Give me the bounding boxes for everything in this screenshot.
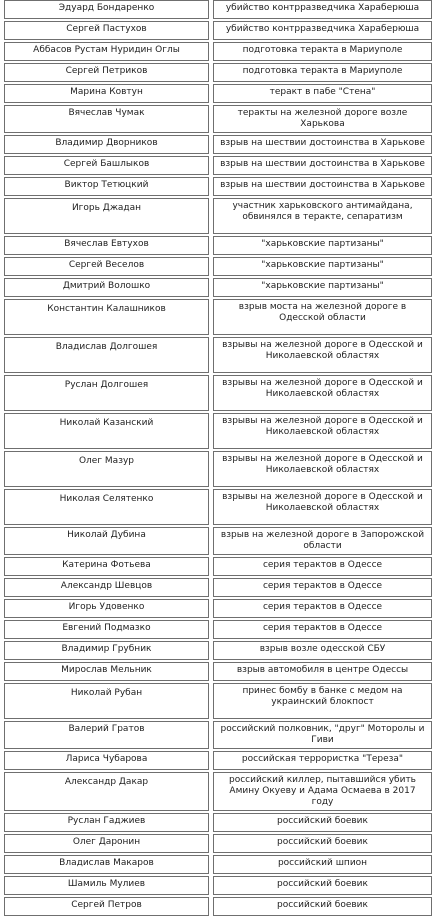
charge-description-cell: взрывы на железной дороге в Одесской и Николаевской областях (213, 451, 432, 487)
person-name-cell: Игорь Удовенко (4, 599, 209, 618)
table-row (4, 683, 432, 719)
person-name-cell: Марина Ковтун (4, 84, 209, 103)
table-row (4, 527, 432, 555)
table-row (4, 135, 432, 154)
charge-description-cell: серия терактов в Одессе (213, 620, 432, 639)
table-row (4, 177, 432, 196)
charge-description-cell: серия терактов в Одессе (213, 599, 432, 618)
person-name-cell: Дмитрий Волошко (4, 278, 209, 297)
charge-description-cell: взрывы на железной дороге в Одесской и Николаевской областях (213, 375, 432, 411)
table-row (4, 772, 432, 811)
table-row (4, 834, 432, 853)
charge-description-cell: российский киллер, пытавшийся убить Амину Окуеву и Адама Осмаева в 2017 году (213, 772, 432, 811)
person-name-cell: Валерий Гратов (4, 721, 209, 749)
charge-description-cell: взрыв возле одесской СБУ (213, 641, 432, 660)
person-name-cell: Руслан Гаджиев (4, 813, 209, 832)
table-row (4, 813, 432, 832)
table-row (4, 451, 432, 487)
person-name-cell: Мирослав Мельник (4, 662, 209, 681)
person-name-cell: Сергей Петров (4, 897, 209, 916)
charge-description-cell: "харьковские партизаны" (213, 236, 432, 255)
person-name-cell: Константин Калашников (4, 299, 209, 335)
table-row (4, 413, 432, 449)
person-name-cell: Руслан Долгошея (4, 375, 209, 411)
charge-description-cell: взрывы на железной дороге в Одесской и Николаевской областях (213, 413, 432, 449)
charge-description-cell: серия терактов в Одессе (213, 557, 432, 576)
person-name-cell: Катерина Фотьева (4, 557, 209, 576)
table-row (4, 375, 432, 411)
table-row (4, 599, 432, 618)
person-name-cell: Сергей Петриков (4, 63, 209, 82)
table-row (4, 641, 432, 660)
table-row (4, 662, 432, 681)
charge-description-cell: серия терактов в Одессе (213, 578, 432, 597)
charge-description-cell: российский полковник, "друг" Моторолы и Гиви (213, 721, 432, 749)
charge-description-cell: участник харьковского антимайдана, обвинялся в теракте, сепаратизм (213, 198, 432, 234)
person-name-cell: Евгений Подмазко (4, 620, 209, 639)
person-name-cell: Сергей Пастухов (4, 21, 209, 40)
table-row (4, 63, 432, 82)
charge-description-cell: "харьковские партизаны" (213, 257, 432, 276)
person-name-cell: Вячеслав Евтухов (4, 236, 209, 255)
table-row (4, 257, 432, 276)
table-row (4, 236, 432, 255)
person-name-cell: Николай Рубан (4, 683, 209, 719)
charge-description-cell: российский шпион (213, 855, 432, 874)
charge-description-cell: российский боевик (213, 834, 432, 853)
person-name-cell: Александр Шевцов (4, 578, 209, 597)
table-row (4, 557, 432, 576)
charge-description-cell: взрывы на железной дороге в Одесской и Николаевской областях (213, 337, 432, 373)
charge-description-cell: взрыв автомобиля в центре Одессы (213, 662, 432, 681)
charge-description-cell: взрыв на шествии достоинства в Харькове (213, 135, 432, 154)
charge-description-cell: теракты на железной дороге возле Харькова (213, 105, 432, 133)
table-row (4, 105, 432, 133)
person-name-cell: Сергей Веселов (4, 257, 209, 276)
person-name-cell: Аббасов Рустам Нуридин Оглы (4, 42, 209, 61)
person-name-cell: Вячеслав Чумак (4, 105, 209, 133)
charge-description-cell: российский боевик (213, 876, 432, 895)
charge-description-cell: подготовка теракта в Мариуполе (213, 42, 432, 61)
person-name-cell: Игорь Джадан (4, 198, 209, 234)
table-row (4, 21, 432, 40)
person-name-cell: Владислав Долгошея (4, 337, 209, 373)
charge-description-cell: взрыв на шествии достоинства в Харькове (213, 156, 432, 175)
charge-description-cell: российский боевик (213, 813, 432, 832)
table-row (4, 42, 432, 61)
person-name-cell: Владимир Дворников (4, 135, 209, 154)
person-name-cell: Николай Дубина (4, 527, 209, 555)
person-name-cell: Владислав Макаров (4, 855, 209, 874)
person-name-cell: Эдуард Бондаренко (4, 0, 209, 19)
table-row (4, 84, 432, 103)
table-row (4, 876, 432, 895)
person-name-cell: Александр Дакар (4, 772, 209, 811)
charge-description-cell: "харьковские партизаны" (213, 278, 432, 297)
charge-description-cell: российский боевик (213, 897, 432, 916)
charge-description-cell: подготовка теракта в Мариуполе (213, 63, 432, 82)
charge-description-cell: взрыв на железной дороге в Запорожской области (213, 527, 432, 555)
person-name-cell: Виктор Тетюцкий (4, 177, 209, 196)
table-row (4, 156, 432, 175)
charge-description-cell: взрывы на железной дороге в Одесской и Николаевской областях (213, 489, 432, 525)
person-name-cell: Владимир Грубник (4, 641, 209, 660)
person-name-cell: Сергей Башлыков (4, 156, 209, 175)
person-name-cell: Олег Даронин (4, 834, 209, 853)
table-row (4, 855, 432, 874)
table-row (4, 721, 432, 749)
table-row (4, 578, 432, 597)
table-row (4, 751, 432, 770)
table-row (4, 337, 432, 373)
charge-description-cell: принес бомбу в банке с медом на украинский блокпост (213, 683, 432, 719)
charge-description-cell: взрыв моста на железной дороге в Одесской области (213, 299, 432, 335)
charge-description-cell: теракт в пабе "Стена" (213, 84, 432, 103)
person-name-cell: Лариса Чубарова (4, 751, 209, 770)
person-name-cell: Николай Казанский (4, 413, 209, 449)
table-row (4, 198, 432, 234)
charge-description-cell: убийство контрразведчика Хараберюша (213, 0, 432, 19)
person-name-cell: Шамиль Мулиев (4, 876, 209, 895)
table-row (4, 897, 432, 916)
charge-description-cell: российская террористка "Тереза" (213, 751, 432, 770)
person-name-cell: Николая Селятенко (4, 489, 209, 525)
charge-description-cell: взрыв на шествии достоинства в Харькове (213, 177, 432, 196)
person-name-cell: Олег Мазур (4, 451, 209, 487)
charge-description-cell: убийство контрразведчика Хараберюша (213, 21, 432, 40)
table-row (4, 278, 432, 297)
table-row (4, 489, 432, 525)
table-row (4, 620, 432, 639)
prisoner-table-body (4, 0, 432, 916)
table-row (4, 299, 432, 335)
table-row (4, 0, 432, 19)
